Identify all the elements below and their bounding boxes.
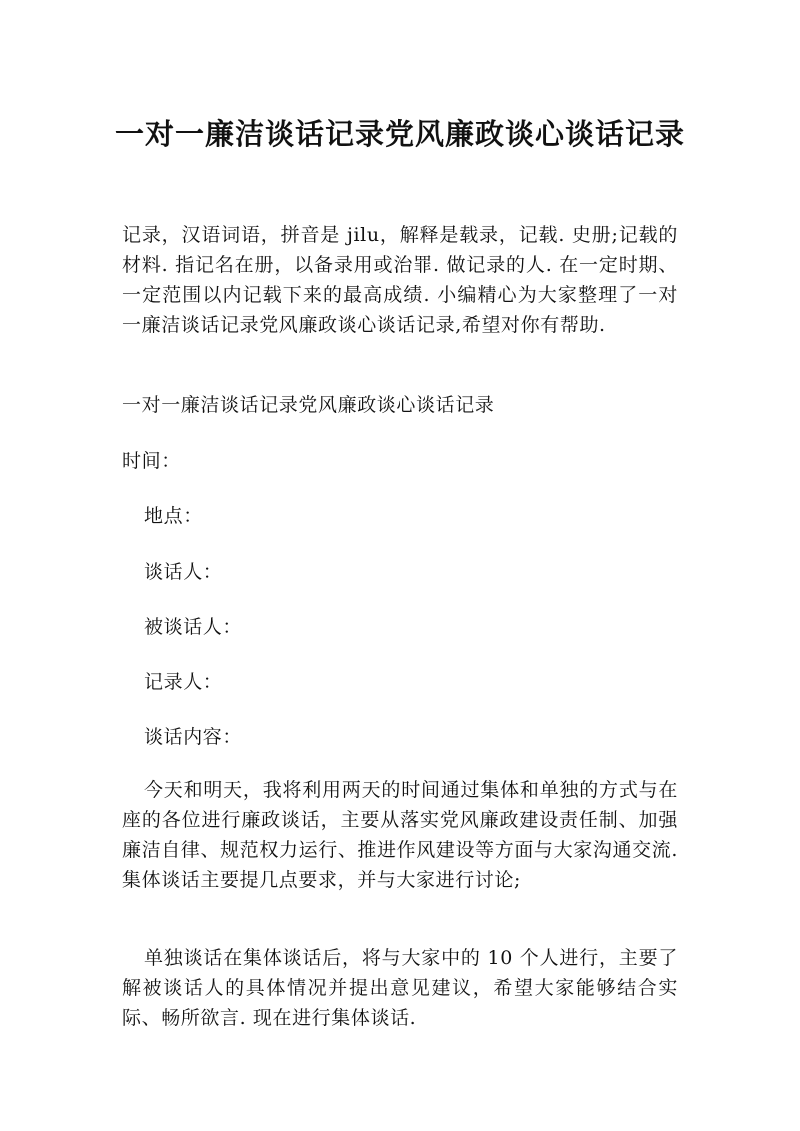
speaker-label: 谈话人： bbox=[144, 561, 223, 583]
section-heading: 一对一廉洁谈话记录党风廉政谈心谈话记录 bbox=[122, 394, 495, 416]
recorder-label: 记录人： bbox=[144, 671, 223, 693]
place-label: 地点： bbox=[144, 505, 203, 527]
time-label: 时间： bbox=[122, 450, 181, 472]
content-label: 谈话内容： bbox=[144, 726, 243, 748]
body-paragraph-2: 单独谈话在集体谈话后，将与大家中的 10 个人进行，主要了解被谈话人的具体情况并提出意见建议，希望大家能够结合实际、畅所欲言. 现在进行集体谈话. bbox=[122, 947, 678, 1029]
intro-paragraph: 记录，汉语词语，拼音是 jilu，解释是载录，记载. 史册;记载的材料. 指记名在册，以备录用或治罪. 做记录的人. 在一定时期、一定范围以内记载下来的最高成绩. 小编精心为大家整理了一对一廉洁谈话记录党风廉政谈心谈话记录,希望对你有帮助. bbox=[122, 224, 678, 336]
interviewee-label: 被谈话人： bbox=[144, 616, 243, 638]
body-paragraph-1: 今天和明天，我将利用两天的时间通过集体和单独的方式与在座的各位进行廉政谈话，主要从落实党风廉政建设责任制、加强廉洁自律、规范权力运行、推进作风建设等方面与大家沟通交流. 集体谈话主要提几点要求，并与大家进行讨论; bbox=[122, 779, 678, 891]
document-title: 一对一廉洁谈话记录党风廉政谈心谈话记录 bbox=[114, 117, 685, 151]
